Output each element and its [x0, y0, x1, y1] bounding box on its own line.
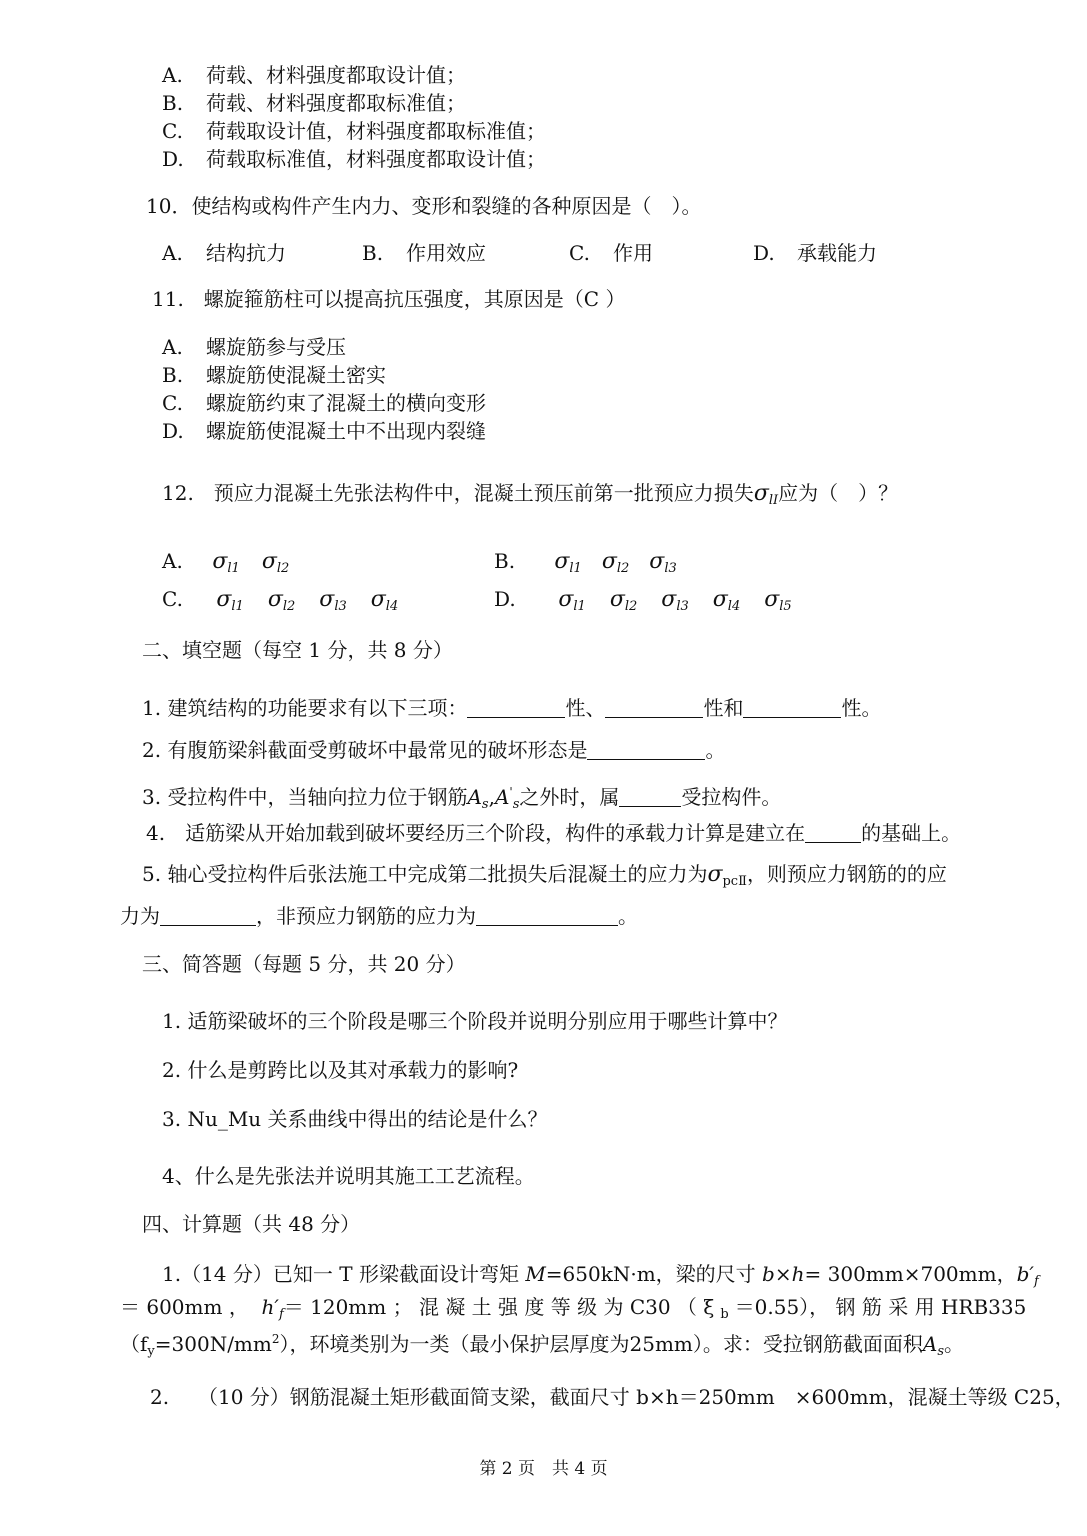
fill-q1-blank-1[interactable]	[467, 697, 565, 718]
q10-option-c: C. 作用	[569, 241, 653, 265]
fill-q1-blank-3[interactable]	[743, 697, 841, 718]
sigma-subscript: l2	[282, 599, 296, 614]
q9-option-c: C. 荷载取设计值，材料强度都取标准值；	[162, 119, 546, 143]
sigma-subscript: l2	[276, 561, 290, 576]
sigma-subscript: l1	[569, 561, 582, 576]
short-answer-q1: 1. 适筋梁破坏的三个阶段是哪三个阶段并说明分别应用于哪些计算中？	[162, 1009, 788, 1033]
sigma-glyph: σ	[649, 549, 665, 574]
sigma-glyph: σ	[601, 549, 617, 574]
sigma-subscript: l3	[334, 599, 347, 614]
sigma-subscript: l1	[231, 599, 244, 614]
q10-option-a: A. 结构抗力	[162, 241, 286, 265]
sigma-loss-symbol	[267, 587, 296, 614]
sigma-subscript: l3	[664, 561, 677, 576]
sigma-glyph: σ	[554, 549, 570, 574]
sigma-loss-symbol	[649, 549, 677, 576]
q10-option-d: D. 承载能力	[753, 241, 877, 265]
short-answer-q3: 3. Nu_Mu 关系曲线中得出的结论是什么？	[162, 1107, 548, 1131]
q11-option-a: A. 螺旋筋参与受压	[162, 335, 346, 359]
fill-q3-blank[interactable]	[619, 786, 681, 807]
q12-option-b: B. $\sigma_{l1}$ $\sigma_{l2}$ $\sigma_{l3}$	[494, 548, 697, 582]
sigma-glyph: σ	[261, 549, 277, 574]
q12-option-d-symbols	[558, 587, 815, 614]
sigma-loss-symbol	[554, 549, 582, 576]
section3-heading: 三、简答题（每题 5 分，共 20 分）	[142, 952, 466, 976]
sigma-glyph: σ	[661, 587, 677, 612]
q11-stem: 11. 螺旋箍筋柱可以提高抗压强度，其原因是（C ）	[152, 287, 626, 311]
q11-option-d: D. 螺旋筋使混凝土中不出现内裂缝	[162, 419, 486, 443]
q11-option-b: B. 螺旋筋使混凝土密实	[162, 363, 386, 387]
sigma-subscript: l5	[779, 599, 792, 614]
q11-option-c: C. 螺旋筋约束了混凝土的横向变形	[162, 391, 486, 415]
fill-q3: 3. 受拉构件中，当轴向拉力位于钢筋$A_s,A'_s$之外时，属 受拉构件。	[142, 785, 782, 812]
sigma-loss-symbol	[609, 587, 638, 614]
short-answer-q4: 4、什么是先张法并说明其施工工艺流程。	[162, 1164, 535, 1188]
sigma-loss-symbol	[764, 587, 792, 614]
sigma-glyph: σ	[370, 587, 386, 612]
sigma-loss-symbol	[370, 587, 399, 614]
sigma-subscript: l1	[573, 599, 586, 614]
q12-option-d: D. $\sigma_{l1}$ $\sigma_{l2}$ $\sigma_{l3}$ $\sigma_{l4}$ $\sigma_{l5}$	[494, 586, 816, 620]
fill-q5-line2: 力为 ，非预应力钢筋的应力为 。	[120, 904, 638, 928]
sigma-glyph: σ	[712, 587, 728, 612]
fill-q2-blank[interactable]	[587, 739, 705, 760]
q12-option-a: A. $\sigma_{l1}$ $\sigma_{l2}$	[162, 548, 311, 582]
calc-q1-line1: 1.（14 分）已知一 T 形梁截面设计弯矩 M=650kN·m，梁的尺寸 b×h= 300mm×700mm，$b'_f$	[162, 1262, 1039, 1289]
sigma-glyph: σ	[558, 587, 574, 612]
q12-option-c: C. $\sigma_{l1}$ $\sigma_{l2}$ $\sigma_{l3}$ $\sigma_{l4}$	[162, 586, 422, 620]
sigma-loss-symbol	[661, 587, 689, 614]
sigma-subscript: l3	[676, 599, 689, 614]
sigma-glyph: σ	[609, 587, 625, 612]
q9-option-b: B. 荷载、材料强度都取标准值；	[162, 91, 466, 115]
sigma-subscript: l2	[624, 599, 638, 614]
sigma-loss-symbol	[319, 587, 347, 614]
section2-heading: 二、填空题（每空 1 分，共 8 分）	[142, 638, 453, 662]
section4-heading: 四、计算题（共 48 分）	[142, 1212, 361, 1236]
fill-q1: 1. 建筑结构的功能要求有以下三项： 性、 性和 性。	[142, 696, 882, 720]
q10-stem: 10．使结构或构件产生内力、变形和裂缝的各种原因是（ ）。	[146, 194, 702, 218]
fill-q5-line1: 5. 轴心受拉构件后张法施工中完成第二批损失后混凝土的应力为$\sigma_{pcⅡ}$，则预应力钢筋的的应	[142, 862, 947, 889]
sigma-glyph: σ	[212, 549, 228, 574]
sigma-subscript: l2	[616, 561, 630, 576]
fill-q2: 2. 有腹筋梁斜截面受剪破坏中最常见的破坏形态是 。	[142, 738, 726, 762]
sigma-subscript: l4	[727, 599, 741, 614]
sigma-glyph: σ	[764, 587, 780, 612]
sigma-loss-symbol	[601, 549, 630, 576]
q12-option-a-symbols	[212, 549, 311, 576]
fill-q1-blank-2[interactable]	[605, 697, 703, 718]
short-answer-q2: 2. 什么是剪跨比以及其对承载力的影响?	[162, 1058, 519, 1082]
q12-option-c-symbols	[216, 587, 422, 614]
calc-q1-line2: ＝ 600mm ， $h'_f= 120mm$ ； 混 凝 土 强 度 等 级 为 C30 （ ξ $_b$ ＝0.55）， 钢 筋 采 用 HRB335	[120, 1295, 1027, 1322]
q10-option-b: B. 作用效应	[362, 241, 486, 265]
sigma-loss-symbol	[712, 587, 741, 614]
sigma-loss-symbol	[261, 549, 290, 576]
sigma-loss-symbol	[558, 587, 586, 614]
fill-q4-blank[interactable]	[805, 822, 861, 843]
q12-stem: 12. 预应力混凝土先张法构件中，混凝土预压前第一批预应力损失$\sigma_{lI}$应为（ ）？	[162, 481, 899, 508]
sigma-loss-symbol	[216, 587, 244, 614]
sigma-glyph: σ	[267, 587, 283, 612]
sigma-glyph: σ	[319, 587, 335, 612]
sigma-subscript: l4	[385, 599, 399, 614]
fill-q5-blank-1[interactable]	[160, 905, 256, 926]
sigma-subscript: l1	[227, 561, 240, 576]
fill-q4: 4. 适筋梁从开始加载到破坏要经历三个阶段，构件的承载力计算是建立在 的基础上。	[146, 821, 962, 845]
page-footer: 第 2 页 共 4 页	[479, 1459, 608, 1479]
q12-option-b-symbols	[554, 549, 696, 576]
q9-option-d: D. 荷载取标准值，材料强度都取设计值；	[162, 147, 546, 171]
fill-q5-blank-2[interactable]	[476, 905, 618, 926]
calc-q1-line3: $(f_y=300N/mm^2)$，环境类别为一类（最小保护层厚度为25mm）。求：受拉钢筋截面面积$A_s$。	[120, 1332, 965, 1359]
sigma-glyph: σ	[216, 587, 232, 612]
sigma-loss-symbol	[212, 549, 240, 576]
q9-option-a: A. 荷载、材料强度都取设计值；	[162, 63, 466, 87]
calc-q2: 2. （10 分）钢筋混凝土矩形截面简支梁，截面尺寸 b×h＝250mm ×600mm，混凝土等级 C25，	[150, 1385, 1075, 1409]
